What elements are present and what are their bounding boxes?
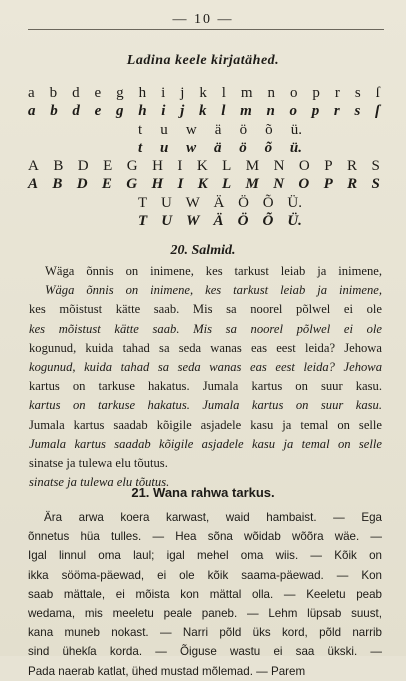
letter: T — [138, 195, 148, 211]
uppercase-fraktur-row — [28, 175, 380, 193]
section-21-text — [28, 508, 382, 681]
letter: W — [186, 213, 200, 229]
letter: H — [152, 158, 163, 174]
text-line: Wäga õnnis on inimene, kes tarkust leiab ja inimene, — [45, 283, 382, 298]
letter: A — [28, 158, 39, 174]
letter: r — [334, 85, 340, 101]
text-line: kes mõistust kätte saab. Mis sa noorel põlwel ei ole — [29, 321, 382, 336]
letter: M — [245, 158, 260, 174]
letter: K — [196, 158, 208, 174]
letter: o — [289, 103, 297, 119]
text-line: Ära arwa koera karwast, waid hambaist. — Ega — [44, 511, 382, 524]
letter: h — [138, 85, 147, 101]
letter: b — [50, 103, 58, 119]
letter: L — [222, 158, 232, 174]
lowercase-fraktur-row — [28, 102, 380, 120]
letter: k — [199, 85, 207, 101]
text-line: kes mõistust kätte saab. Mis sa noorel põlwel ei ole — [29, 302, 382, 317]
text-line: Jumala kartus saadab kõigile asjadele kasu ja temal on selle — [29, 436, 382, 451]
letter: a — [28, 85, 35, 101]
letter: E — [103, 158, 113, 174]
uppercase-extra-fraktur-row — [138, 212, 302, 230]
letter: I — [177, 176, 184, 192]
letter: t — [138, 140, 143, 156]
text-line: sinatse ja tulewa elu tõutus. — [29, 456, 168, 471]
letter: B — [52, 176, 63, 192]
section-20-title: 20. Salmid. — [170, 243, 236, 258]
letter: u — [160, 122, 168, 138]
letter: U — [160, 195, 172, 211]
letter: ö — [239, 122, 248, 138]
letter: L — [222, 176, 232, 192]
letter: A — [28, 176, 39, 192]
text-line: Wäga õnnis on inimene, kes tarkust leiab ja inimene, — [45, 264, 382, 278]
header-rule — [28, 29, 384, 30]
lowercase-extra-fraktur-row — [138, 139, 302, 157]
letter: d — [72, 103, 80, 119]
letter: u — [159, 140, 169, 156]
letter: k — [198, 103, 207, 119]
text-line: kogunud, kuida tahad sa seda wanas eas eest leida? Jehowa — [29, 360, 382, 375]
text-line: ikka sööma-päewad, ei ole kõik saama-päewad. — Kon — [28, 568, 382, 582]
letter: t — [138, 122, 143, 138]
letter: O — [298, 158, 310, 174]
text-line: Igal linnul oma laul; igal mehel oma wiis. — Kõik on — [28, 549, 382, 563]
letter: i — [161, 85, 166, 101]
letter: R — [347, 158, 358, 174]
lowercase-extra-roman-row — [138, 121, 302, 139]
letter: H — [151, 176, 164, 192]
letter: R — [347, 176, 358, 192]
text-line: sind ühekſa korda. — Õiguse wastu ei saa ükski. — — [28, 645, 382, 659]
letter: N — [273, 158, 285, 174]
letter: P — [323, 176, 333, 192]
text-line: Pada naerab katlat, ühed mustad mõlemad. — Parem — [28, 664, 306, 678]
letter: o — [289, 85, 298, 101]
letter: õ — [264, 140, 273, 156]
letter: j — [180, 103, 185, 119]
letter: Ö — [238, 195, 249, 211]
letter: T — [138, 213, 148, 229]
text-line: kartus on tarkuse hakatus. Jumala kartus on suur kasu. — [29, 398, 382, 413]
letter: s — [354, 103, 361, 119]
letter: n — [267, 85, 276, 101]
letter: P — [324, 158, 333, 174]
letter: l — [221, 103, 226, 119]
letter: O — [298, 176, 310, 192]
letter: m — [240, 103, 252, 119]
letter: õ — [265, 122, 273, 138]
letter: D — [76, 176, 88, 192]
letter: w — [185, 122, 197, 138]
letter: ü. — [289, 140, 302, 156]
section-21-title: 21. Wana rahwa tarkus. — [131, 485, 275, 500]
text-line: sinatse ja tulewa elu tõutus. — [29, 475, 170, 490]
page-number: — 10 — — [172, 12, 234, 27]
letter: m — [240, 85, 253, 101]
letter: r — [333, 103, 340, 119]
letter: Ü. — [287, 195, 302, 211]
letter: p — [311, 103, 320, 119]
letter: l — [221, 85, 226, 101]
uppercase-roman-row — [28, 157, 380, 175]
text-line: Jumala kartus saadab kõigile asjadele kasu ja temal on selle — [29, 417, 382, 432]
lowercase-roman-row — [28, 84, 380, 102]
letter: e — [94, 103, 102, 119]
text-line: kana muneb nokast. — Narri põld üks kord, põld narrib — [28, 626, 382, 640]
letter: e — [94, 85, 102, 101]
letter: b — [49, 85, 58, 101]
letter: B — [53, 158, 64, 174]
letter: n — [266, 103, 275, 119]
letter: s — [354, 85, 361, 101]
letter: w — [186, 140, 197, 156]
letter: W — [185, 195, 200, 211]
letter: E — [101, 176, 112, 192]
uppercase-extra-roman-row — [138, 194, 302, 212]
letter: Õ — [262, 213, 274, 229]
letter: j — [180, 85, 185, 101]
letter: ä — [213, 140, 222, 156]
letter: Ä — [213, 213, 224, 229]
letter: ſ — [375, 85, 380, 101]
letter: p — [312, 85, 320, 101]
letter: S — [371, 158, 380, 174]
letter: S — [371, 176, 380, 192]
letter: a — [28, 103, 36, 119]
letter: Õ — [262, 195, 274, 211]
text-line: kartus on tarkuse hakatus. Jumala kartus on suur kasu. — [29, 379, 382, 394]
letter: Ä — [213, 195, 225, 211]
letter: G — [126, 158, 138, 174]
letter: I — [177, 158, 183, 174]
letter: G — [126, 176, 138, 192]
letter: ü. — [290, 122, 302, 138]
letter: ä — [214, 122, 222, 138]
letter: g — [116, 85, 124, 101]
letter: d — [72, 85, 80, 101]
letter: D — [77, 158, 89, 174]
letter: i — [161, 103, 166, 119]
text-line: kogunud, kuida tahad sa seda wanas eas eest leida? Jehowa — [29, 340, 382, 355]
letter: Ü. — [287, 213, 302, 229]
letter: ö — [239, 140, 247, 156]
section-20-text — [29, 262, 382, 492]
letter: K — [197, 176, 208, 192]
letter: N — [273, 176, 285, 192]
letter: h — [138, 103, 147, 119]
alphabet-title: Ladina keele kirjatähed. — [126, 53, 280, 68]
letter: M — [245, 176, 259, 192]
letter: ſ — [374, 103, 380, 119]
text-line: saab mättale, ei mõista kon mättal olla. — Keeletu peab — [28, 587, 382, 601]
letter: g — [115, 103, 124, 119]
text-line: õnnetus hüa tulles. — Hea sõna wõidab wõõra wäe. — — [28, 530, 382, 544]
text-line: wedama, mis meeletu peale paneb. — Lehm lüpsab suust, — [28, 607, 382, 621]
letter: U — [161, 213, 173, 229]
letter: Ö — [237, 213, 249, 229]
